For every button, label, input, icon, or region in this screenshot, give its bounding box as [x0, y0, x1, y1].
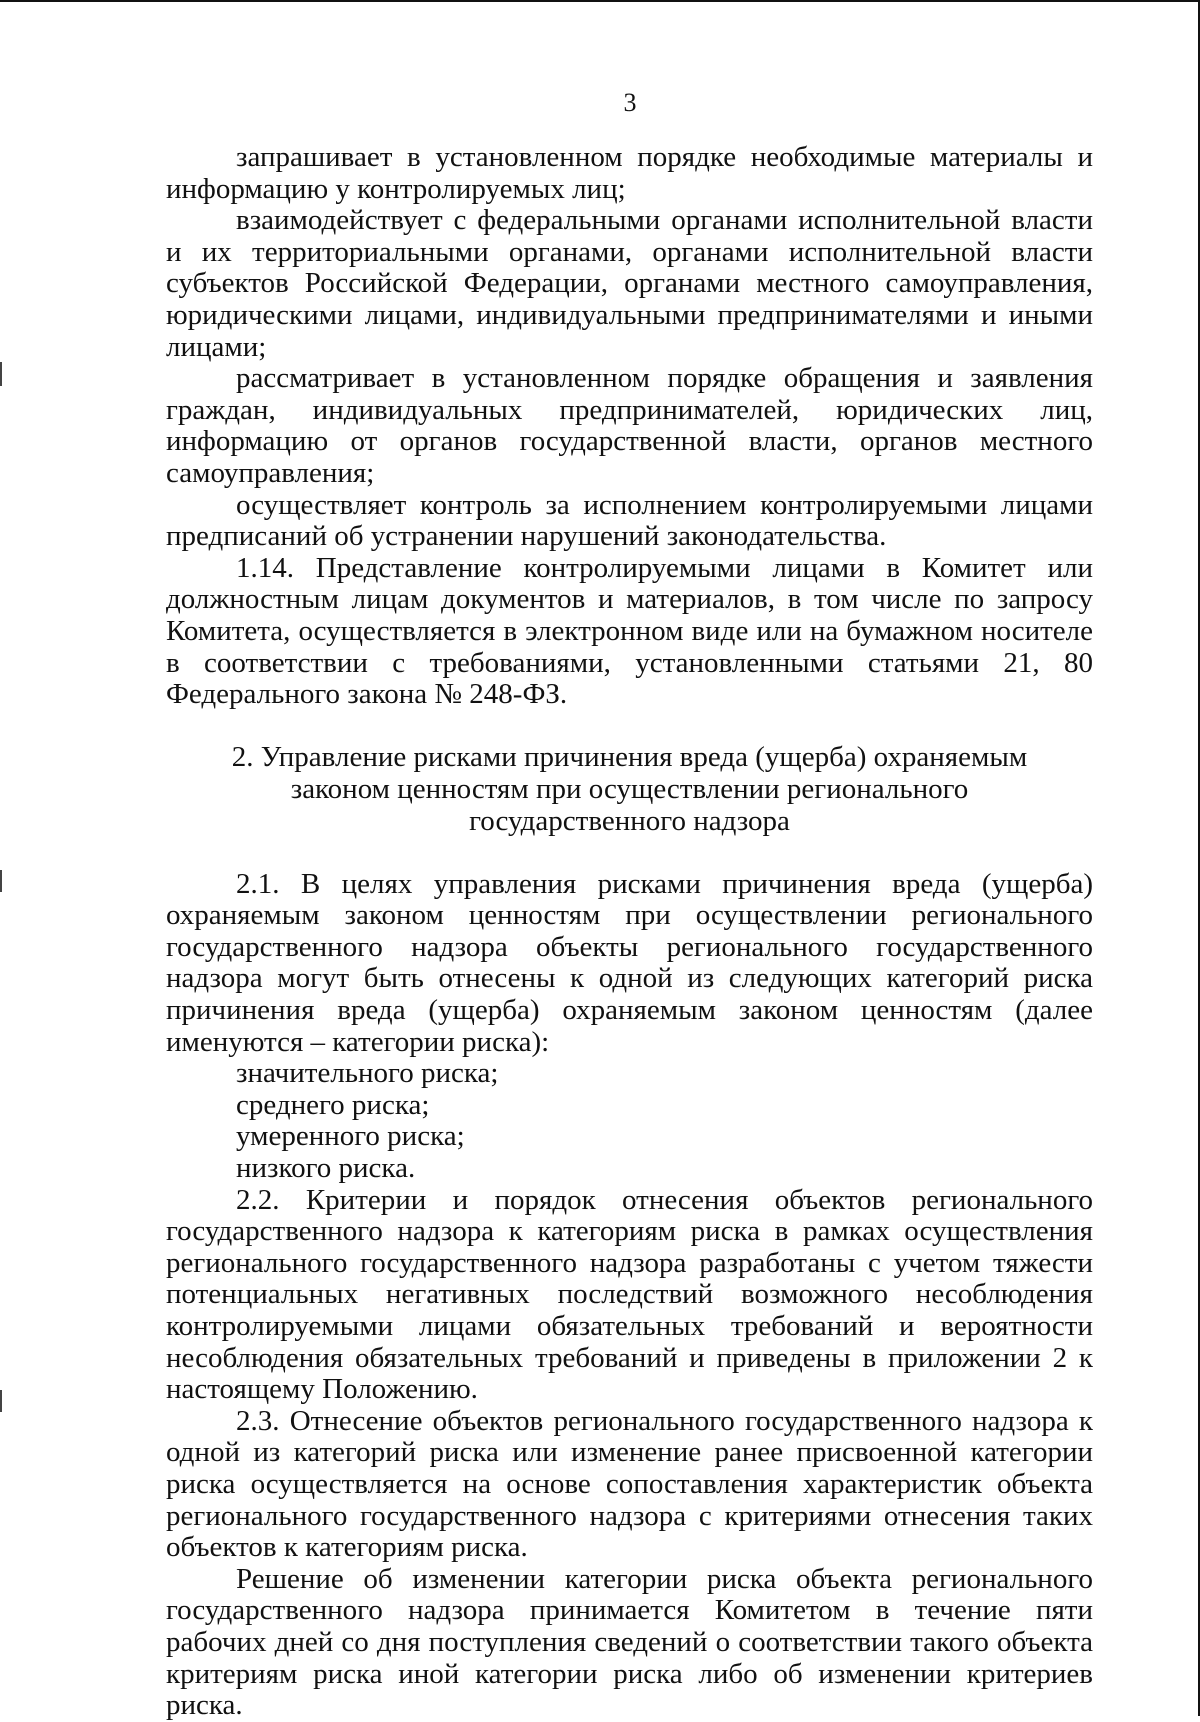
section-heading-line: 2. Управление рисками причинения вреда (ущерба) охраняемым [231, 740, 1028, 773]
paragraph: Решение об изменении категории риска объекта регионального государственного надзора принимается Комитетом в течение пяти рабочих дней со дня поступления сведений о соответствии такого объекта критериям риска иной категории риска либо об изменении критериев риска. [166, 1562, 1093, 1722]
paragraph: осуществляет контроль за исполнением контролируемыми лицами предписаний об устранении нарушений законодательства. [166, 488, 1093, 553]
risk-category-item: среднего риска; [236, 1088, 430, 1121]
paragraph: рассматривает в установленном порядке обращения и заявления граждан, индивидуальных предпринимателей, юридических лиц, информацию от органов государственной власти, органов местного самоуправления; [166, 362, 1093, 489]
paragraph-2-3: 2.3. Отнесение объектов регионального государственного надзора к одной из категорий риска или изменение ранее присвоенной категории риска осуществляется на основе сопоставления характеристик объекта регионального государственного надзора с критериями отнесения таких объектов к категориям риска. [166, 1404, 1093, 1564]
paragraph-2-1: 2.1. В целях управления рисками причинения вреда (ущерба) охраняемым законом ценностям при осуществлении регионального государственного надзора объекты регионального государственного надзора могут быть отнесены к одной из следующих категорий риска причинения вреда (ущерба) охраняемым законом ценностям (далее именуются – категории риска): [166, 867, 1093, 1058]
risk-category-item: низкого риска. [236, 1152, 416, 1185]
scan-edge-mark [0, 870, 2, 892]
section-heading [166, 741, 1093, 837]
risk-category-item: значительного риска; [236, 1057, 499, 1090]
scan-edge-mark [0, 362, 2, 386]
page-number: 3 [623, 88, 637, 117]
section-heading-line: законом ценностям при осуществлении регионального [290, 772, 969, 805]
section-heading-line: государственного надзора [469, 804, 790, 837]
scan-edge-mark [0, 1390, 2, 1412]
risk-category-item: умеренного риска; [236, 1120, 465, 1153]
paragraph: запрашивает в установленном порядке необходимые материалы и информацию у контролируемых лиц; [166, 141, 1093, 205]
paragraph-2-2: 2.2. Критерии и порядок отнесения объектов регионального государственного надзора к категориям риска в рамках осуществления регионального государственного надзора разработаны с учетом тяжести потенциальных негативных последствий возможного несоблюдения контролируемыми лицами обязательных требований и вероятности несоблюдения обязательных требований и приведены в приложении 2 к настоящему Положению. [166, 1183, 1093, 1406]
document-body [166, 142, 1093, 1722]
paragraph-1-14: 1.14. Представление контролируемыми лицами в Комитет или должностным лицам документов и материалов, в том числе по запросу Комитета, осуществляется в электронном виде или на бумажном носителе в соответствии с требованиями, установленными статьями 21, 80 Федерального закона № 248-ФЗ. [166, 551, 1093, 711]
paragraph: взаимодействует с федеральными органами исполнительной власти и их территориальными органами, органами исполнительной власти субъектов Российской Федерации, органами местного самоуправления, юридическими лицами, индивидуальными предпринимателями и иными лицами; [166, 204, 1093, 363]
